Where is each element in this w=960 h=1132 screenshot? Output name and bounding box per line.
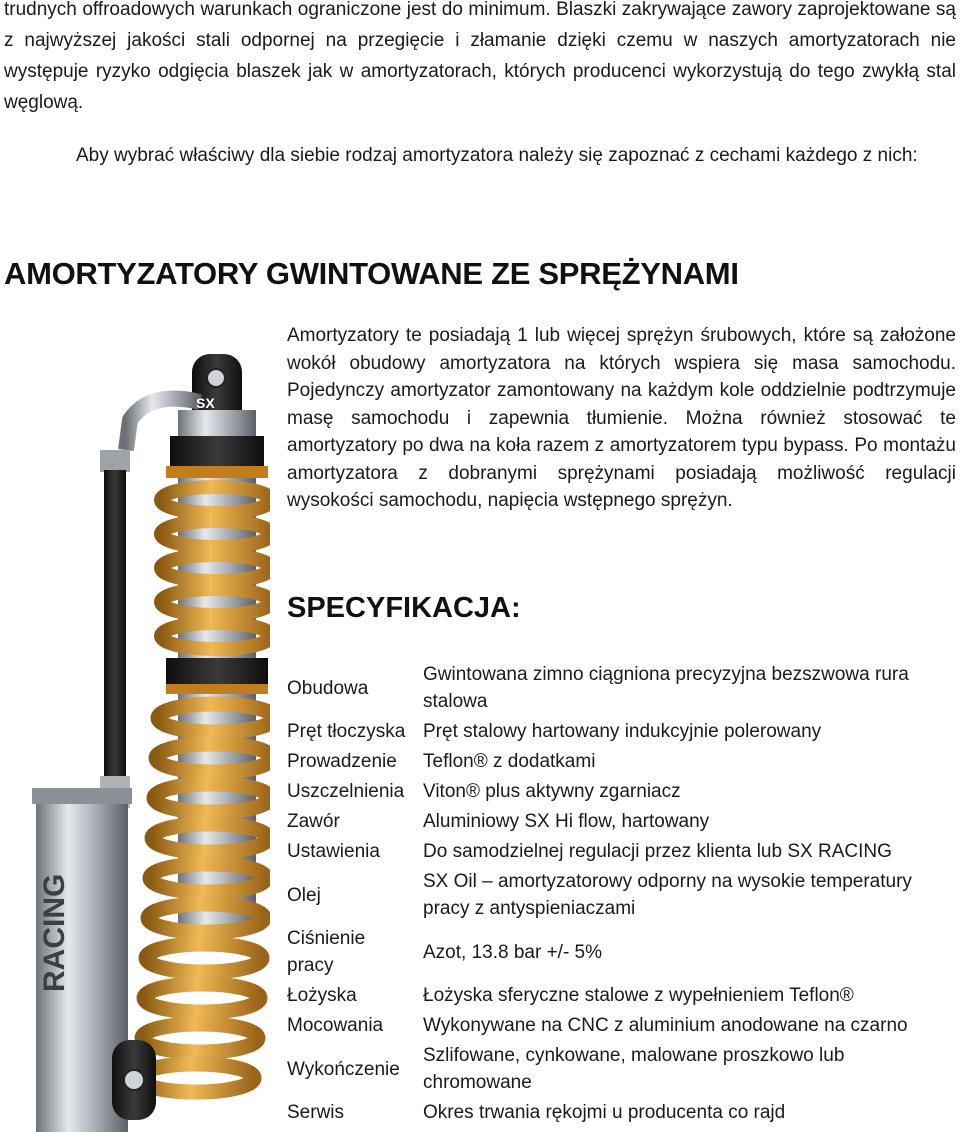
spec-value: Do samodzielnej regulacji przez klienta lub SX RACING <box>423 841 892 862</box>
spec-key: Mocowania <box>287 1015 384 1036</box>
spec-row <box>283 1041 956 1098</box>
spec-value: SX Oil – amortyzatorowy odporny na wysokie temperatury pracy z antyspieniaczami <box>423 871 912 919</box>
top-bolt-icon <box>207 369 225 387</box>
spec-key: Uszczelnienia <box>287 781 405 802</box>
spec-row <box>283 777 956 807</box>
spec-value: Okres trwania rękojmi u producenta co rajd <box>423 1102 786 1123</box>
spec-row <box>283 924 956 981</box>
spec-row <box>283 1098 956 1128</box>
reservoir-hose <box>104 470 126 780</box>
spec-key: Serwis <box>287 1102 345 1123</box>
spec-value: Viton® plus aktywny zgarniacz <box>423 781 681 802</box>
spec-value: Aluminiowy SX Hi flow, hartowany <box>423 811 710 832</box>
spec-row <box>283 807 956 837</box>
spec-key: Ciśnienie pracy <box>287 928 366 976</box>
reservoir-brand: RACING <box>38 873 71 992</box>
spec-key: Obudowa <box>287 677 369 699</box>
spec-row <box>283 747 956 777</box>
reservoir-cap <box>32 788 132 804</box>
spec-row <box>283 837 956 867</box>
spec-value: Azot, 13.8 bar +/- 5% <box>423 941 603 963</box>
section-title: AMORTYZATORY GWINTOWANE ZE SPRĘŻYNAMI <box>4 256 739 291</box>
hose-nut <box>100 450 130 472</box>
spec-row <box>283 1011 956 1041</box>
bottom-bolt-icon <box>124 1070 144 1090</box>
spec-row <box>283 660 956 717</box>
intro-lead: Aby wybrać właściwy dla siebie rodzaj amortyzatora należy się zapoznać z cechami każdego z nich: <box>76 145 918 166</box>
spec-title: SPECYFIKACJA: <box>287 592 521 624</box>
spec-value: Wykonywane na CNC z aluminium anodowane na czarno <box>423 1015 908 1036</box>
spec-value: Łożyska sferyczne stalowe z wypełnieniem Teflon® <box>423 985 854 1006</box>
intro-paragraph: trudnych offroadowych warunkach ograniczone jest do minimum. Blaszki zakrywające zawory zaprojektowane są z najwyższej jakości stali odpornej na przegięcie i złamanie dzięki czemu w naszych amortyzatorach nie występuje ryzyko odgięcia blaszek jak w amortyzatorach, których producenci wykorzystują do tego zwykłą stal węglową. <box>4 0 956 113</box>
spec-value: Teflon® z dodatkami <box>423 751 596 772</box>
spec-row <box>283 867 956 924</box>
spec-row <box>283 981 956 1011</box>
spec-value: Pręt stalowy hartowany indukcyjnie polerowany <box>423 721 822 742</box>
crossover-ring <box>166 658 268 688</box>
spec-key: Ustawienia <box>287 841 380 862</box>
spec-key: Prowadzenie <box>287 751 397 772</box>
body-logo: SX <box>196 395 215 411</box>
spec-key: Wykończenie <box>287 1058 400 1080</box>
spec-value: Szlifowane, cynkowane, malowane proszkowo lub chromowane <box>423 1045 845 1093</box>
spring-seat-upper <box>166 466 268 478</box>
spec-key: Pręt tłoczyska <box>287 721 406 742</box>
spec-row <box>283 717 956 747</box>
spec-key: Zawór <box>287 811 340 832</box>
spec-key: Łożyska <box>287 985 357 1006</box>
spec-key: Olej <box>287 884 321 906</box>
spec-table <box>283 660 956 1128</box>
spring-seat-middle <box>166 684 268 694</box>
section-description: Amortyzatory te posiadają 1 lub więcej sprężyn śrubowych, które są założone wokół obudowy amortyzatora na których wspiera się masa samochodu. Pojedynczy amortyzator zamontowany na każdym kole oddzielnie podtrzymuje masę samochodu i zapewnia tłumienie. Można również stosować te amortyzatory po dwa na koła razem z amortyzatorem typu bypass. Po montażu amortyzatora z dobranymi sprężynami posiadają możliwość regulacji wysokości samochodu, napięcia wstępnego sprężyn. <box>287 325 956 511</box>
spec-value: Gwintowana zimno ciągniona precyzyjna bezszwowa rura stalowa <box>423 664 909 712</box>
shock-absorber-image <box>0 340 270 1132</box>
